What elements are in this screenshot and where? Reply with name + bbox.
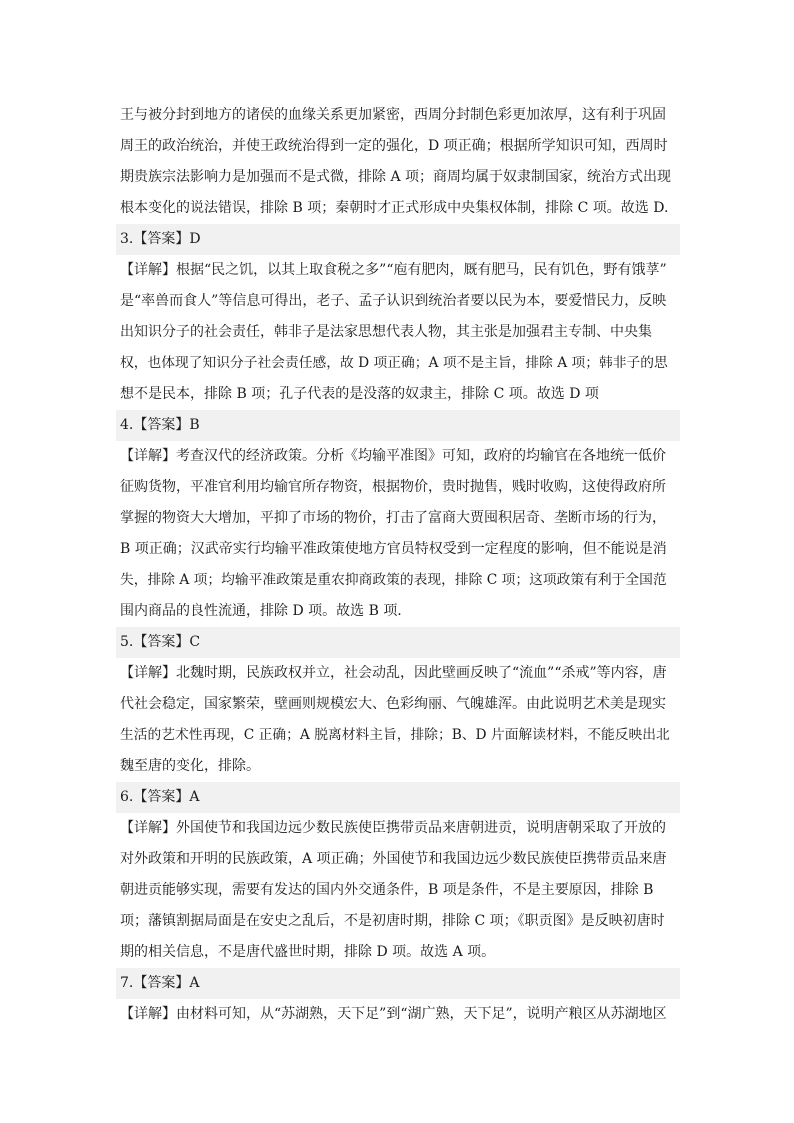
explanation-line: 【详解】根据“民之饥，以其上取食税之多”“庖有肥肉，厩有肥马，民有饥色，野有饿莩”: [120, 262, 667, 278]
explanation-line: 【详解】北魏时期，民族政权并立，社会动乱，因此壁画反映了“流血”“杀戒”等内容，唐: [120, 665, 667, 681]
explanation-line: 掌握的物资大大增加，平抑了市场的物价，打击了富商大贾囤积居奇、垄断市场的行为，: [120, 510, 666, 526]
explanation-line: 根本变化的说法错误，排除 B 项；秦朝时才正式形成中央集权体制，排除 C 项。故选 D.: [120, 200, 669, 216]
answer-heading: 3.【答案】D: [116, 224, 680, 255]
explanation-line: 【详解】外国使节和我国边远少数民族使臣携带贡品来唐朝进贡，说明唐朝采取了开放的: [120, 820, 666, 836]
answer-explanation-page: [120, 100, 676, 1030]
explanation-line: 代社会稳定，国家繁荣，壁画则规模宏大、色彩绚丽、气魄雄浑。由此说明艺术美是现实: [120, 696, 666, 712]
explanation-line: 失，排除 A 项；均输平准政策是重农抑商政策的表现，排除 C 项；这项政策有利于全国范: [120, 572, 667, 588]
answer-heading: 7.【答案】A: [116, 968, 680, 999]
explanation-line: 围内商品的良性流通，排除 D 项。故选 B 项.: [120, 603, 402, 619]
explanation-line: 朝进贡能够实现，需要有发达的国内外交通条件，B 项是条件，不是主要原因，排除 B: [120, 882, 654, 898]
explanation-line: 【详解】考查汉代的经济政策。分析《均输平准图》可知，政府的均输官在各地统一低价: [120, 448, 666, 464]
explanation-line: 对外政策和开明的民族政策，A 项正确；外国使节和我国边远少数民族使臣携带贡品来唐: [120, 851, 667, 867]
explanation-line: 【详解】由材料可知，从“苏湖熟，天下足”到“湖广熟，天下足”，说明产粮区从苏湖地区: [120, 1006, 667, 1022]
explanation-line: 想不是民本，排除 B 项；孔子代表的是没落的奴隶主，排除 C 项。故选 D 项: [120, 386, 599, 402]
explanation-line: 期的相关信息，不是唐代盛世时期，排除 D 项。故选 A 项。: [120, 944, 496, 960]
explanation-line: 出知识分子的社会责任，韩非子是法家思想代表人物，其主张是加强君主专制、中央集: [120, 324, 652, 340]
answer-heading: 6.【答案】A: [116, 782, 680, 813]
explanation-line: 征购货物，平准官利用均输官所存物资，根据物价，贵时抛售，贱时收购，这使得政府所: [120, 479, 666, 495]
answer-heading: 4.【答案】B: [116, 410, 680, 441]
explanation-line: B 项正确；汉武帝实行均输平准政策使地方官员特权受到一定程度的影响，但不能说是消: [120, 541, 667, 557]
explanation-line: 周王的政治统治，并使王政统治得到一定的强化，D 项正确；根据所学知识可知，西周时: [120, 138, 668, 154]
explanation-line: 魏至唐的变化，排除。: [120, 758, 260, 774]
explanation-line: 王与被分封到地方的诸侯的血缘关系更加紧密，西周分封制色彩更加浓厚，这有利于巩固: [120, 107, 666, 123]
explanation-line: 生活的艺术性再现，C 正确；A 脱离材料主旨，排除；B、D 片面解读材料，不能反映出北: [120, 727, 670, 743]
explanation-line: 项；藩镇割据局面是在安史之乱后，不是初唐时期，排除 C 项；《职贡图》是反映初唐时: [120, 913, 665, 929]
explanation-line: 期贵族宗法影响力是加强而不是式微，排除 A 项；商周均属于奴隶制国家，统治方式出现: [120, 169, 672, 185]
answer-heading: 5.【答案】C: [116, 627, 680, 658]
explanation-line: 是“率兽而食人”等信息可得出，老子、孟子认识到统治者要以民为本，要爱惜民力，反映: [120, 293, 667, 309]
explanation-line: 权，也体现了知识分子社会责任感，故 D 项正确；A 项不是主旨，排除 A 项；韩非子的思: [120, 355, 668, 371]
